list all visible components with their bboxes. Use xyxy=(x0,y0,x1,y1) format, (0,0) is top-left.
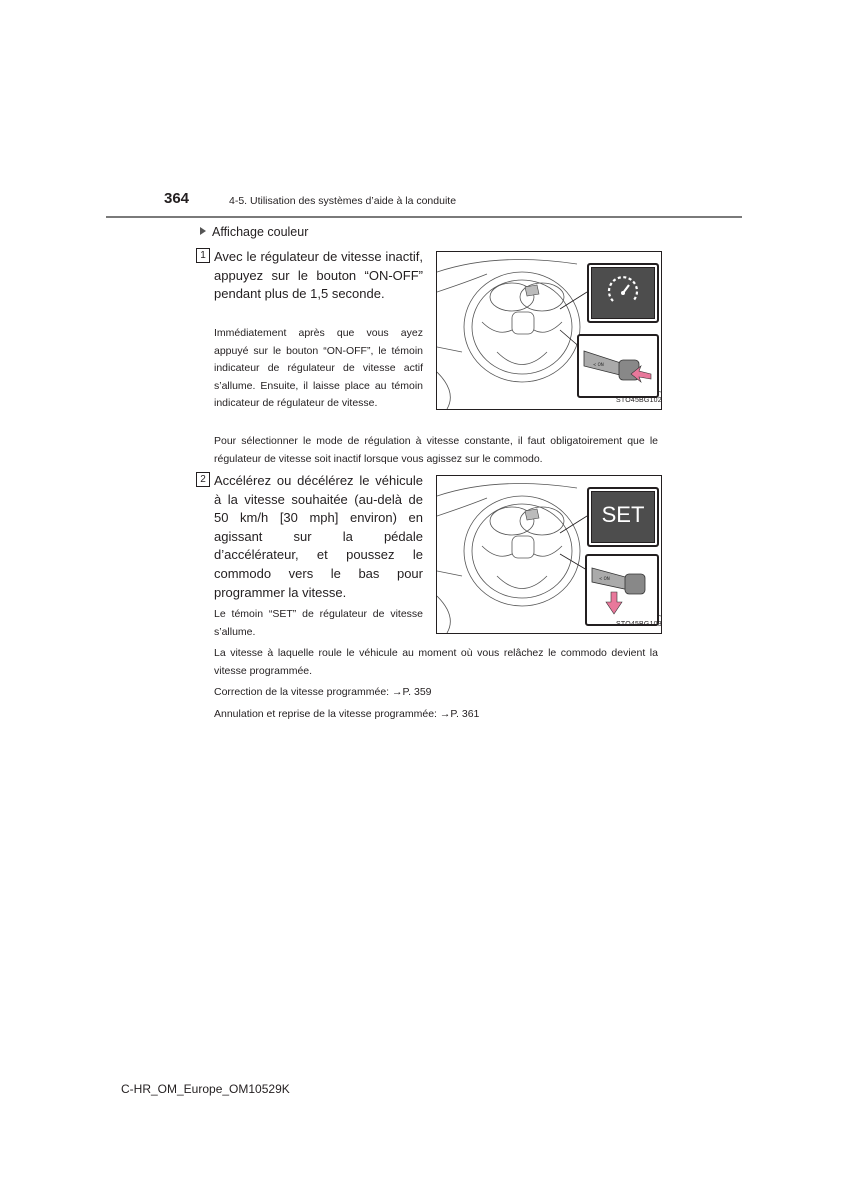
figure-1-steering-wheel xyxy=(436,251,662,410)
lever-inset-2 xyxy=(585,554,659,626)
lever-inset-1 xyxy=(577,334,659,398)
subheading-text: Affichage couleur xyxy=(212,225,309,239)
svg-text:< ON: < ON xyxy=(599,576,610,581)
step-2-text: Accélérez ou décélérez le véhicule à la vitesse souhaitée (au-delà de 50 km/h [30 mph] environ) en agissant sur la pédale d’accélérateur, et poussez le commodo vers le bas pour programmer la vitesse. xyxy=(214,473,423,600)
reference-cancel-resume xyxy=(214,706,658,724)
reference-1-text: Correction de la vitesse programmée: xyxy=(214,686,392,698)
lever-down-illustration xyxy=(587,556,657,624)
reference-speed-correction xyxy=(214,684,658,702)
cruise-indicator-inset xyxy=(587,263,659,323)
set-indicator-label: SET xyxy=(601,502,645,527)
step-number-2: 2 xyxy=(196,472,210,487)
reference-2-page[interactable]: P. 361 xyxy=(450,708,480,720)
reference-1-page[interactable]: P. 359 xyxy=(402,686,432,698)
reference-1-arrow: → xyxy=(392,686,403,698)
cruise-control-gauge-icon xyxy=(589,265,657,321)
reference-2-arrow: → xyxy=(439,708,451,720)
paragraph-mode-selection: Pour sélectionner le mode de régulation à vitesse constante, il faut obligatoirement que le régulateur de vitesse soit inactif lorsque vous agissez sur le commodo. xyxy=(214,435,658,465)
subheading xyxy=(200,225,308,239)
page-number: 364 xyxy=(164,190,190,207)
step-2-note: Le témoin “SET” de régulateur de vitesse s’allume. xyxy=(214,608,423,638)
figure-2-id: STO45BG103 xyxy=(616,621,662,628)
step-1-text: Avec le régulateur de vitesse inactif, appuyez sur le bouton “ON-OFF” pendant plus de 1,5 seconde. xyxy=(214,249,423,302)
header-rule xyxy=(106,216,742,218)
figure-1-id: STO45BG102 xyxy=(616,397,662,404)
figure-2-steering-wheel xyxy=(436,475,662,634)
step-number-1: 1 xyxy=(196,248,210,263)
footer-document-code: C-HR_OM_Europe_OM10529K xyxy=(121,1082,290,1096)
set-indicator-inset xyxy=(587,487,659,547)
svg-text:< ON: < ON xyxy=(593,362,604,367)
lever-push-illustration xyxy=(579,336,657,396)
step-1-note: Immédiatement après que vous ayez appuyé sur le bouton “ON-OFF”, le témoin indicateur de régulateur de vitesse actif s’allume. Ensuite, il laisse place au témoin indicateur de régulateur de vitesse. xyxy=(214,327,423,409)
section-title: 4-5. Utilisation des systèmes d’aide à la conduite xyxy=(229,195,457,207)
reference-2-text: Annulation et reprise de la vitesse programmée: xyxy=(214,708,440,720)
paragraph-programmed-speed: La vitesse à laquelle roule le véhicule au moment où vous relâchez le commodo devient la vitesse programmée. xyxy=(214,647,658,677)
triangle-bullet-icon xyxy=(200,227,206,235)
